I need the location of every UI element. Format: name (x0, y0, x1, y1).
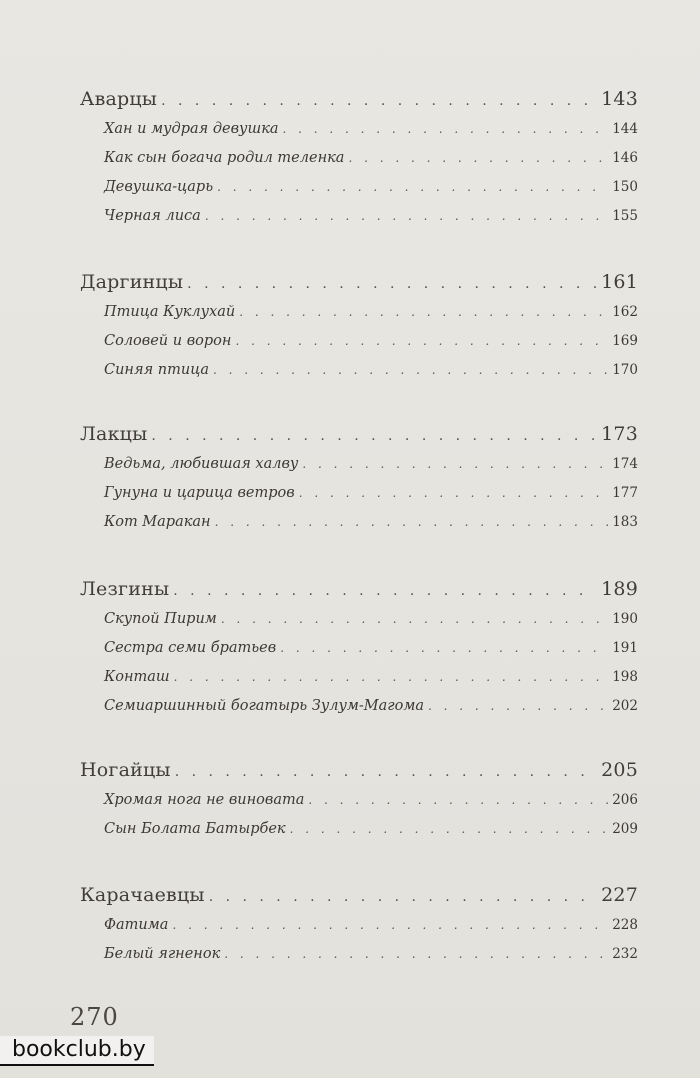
table-of-contents (80, 88, 638, 1005)
dot-leader (308, 793, 608, 807)
section-title: Ногайцы (80, 759, 171, 781)
toc-entry (80, 821, 638, 850)
toc-entry (80, 485, 638, 514)
dot-leader (224, 947, 608, 961)
entry-title: Белый ягненок (104, 946, 221, 962)
toc-section (80, 884, 638, 975)
toc-entry (80, 208, 638, 237)
section-title: Лакцы (80, 423, 148, 445)
toc-entry (80, 669, 638, 698)
entry-page-number: 228 (612, 917, 638, 933)
entry-page-number: 162 (612, 304, 638, 320)
toc-section (80, 423, 638, 543)
page-number: 270 (70, 1003, 119, 1031)
dot-leader (221, 612, 608, 626)
dot-leader (209, 889, 597, 905)
toc-entry (80, 121, 638, 150)
entry-page-number: 170 (612, 362, 638, 378)
toc-entry (80, 514, 638, 543)
entry-page-number: 174 (612, 456, 638, 472)
section-heading (80, 271, 638, 304)
entry-page-number: 150 (612, 179, 638, 195)
entry-title: Сын Болата Батырбек (104, 821, 286, 837)
entry-page-number: 202 (612, 698, 638, 714)
entry-page-number: 146 (612, 150, 638, 166)
dot-leader (161, 93, 597, 109)
section-heading (80, 884, 638, 917)
toc-entry (80, 698, 638, 727)
dot-leader (283, 122, 609, 136)
section-heading (80, 88, 638, 121)
entry-page-number: 155 (612, 208, 638, 224)
section-page-number: 143 (601, 88, 638, 110)
section-title: Аварцы (80, 88, 158, 110)
dot-leader (302, 457, 608, 471)
dot-leader (151, 428, 597, 444)
entry-title: Гунуна и царица ветров (104, 485, 295, 501)
entry-page-number: 169 (612, 333, 638, 349)
entry-title: Синяя птица (104, 362, 209, 378)
dot-leader (174, 670, 609, 684)
section-page-number: 173 (601, 423, 638, 445)
entry-page-number: 183 (612, 514, 638, 530)
entry-title: Хан и мудрая девушка (104, 121, 279, 137)
entry-title: Семиаршинный богатырь Зулум-Магома (104, 698, 425, 714)
entry-title: Птица Куклухай (104, 304, 236, 320)
section-heading (80, 759, 638, 792)
dot-leader (290, 822, 609, 836)
toc-entry (80, 792, 638, 821)
entry-page-number: 198 (612, 669, 638, 685)
section-title: Даргинцы (80, 271, 184, 293)
entry-title: Конташ (104, 669, 170, 685)
entry-page-number: 206 (612, 792, 638, 808)
toc-entry (80, 611, 638, 640)
entry-page-number: 144 (612, 121, 638, 137)
dot-leader (175, 764, 597, 780)
dot-leader (213, 363, 608, 377)
toc-entry (80, 179, 638, 208)
dot-leader (280, 641, 608, 655)
entry-page-number: 191 (612, 640, 638, 656)
entry-title: Девушка-царь (104, 179, 214, 195)
toc-entry (80, 640, 638, 669)
toc-entry (80, 946, 638, 975)
section-heading (80, 578, 638, 611)
dot-leader (172, 918, 608, 932)
toc-section (80, 271, 638, 391)
section-title: Лезгины (80, 578, 170, 600)
watermark: bookclub.by (0, 1036, 154, 1066)
entry-page-number: 209 (612, 821, 638, 837)
dot-leader (173, 583, 597, 599)
dot-leader (215, 515, 609, 529)
section-page-number: 205 (601, 759, 638, 781)
dot-leader (187, 276, 597, 292)
dot-leader (299, 486, 609, 500)
entry-page-number: 177 (612, 485, 638, 501)
entry-page-number: 190 (612, 611, 638, 627)
section-heading (80, 423, 638, 456)
dot-leader (348, 151, 608, 165)
toc-entry (80, 150, 638, 179)
entry-title: Как сын богача родил теленка (104, 150, 345, 166)
entry-title: Ведьма, любившая халву (104, 456, 299, 472)
toc-entry (80, 362, 638, 391)
toc-entry (80, 917, 638, 946)
dot-leader (217, 180, 608, 194)
entry-page-number: 232 (612, 946, 638, 962)
toc-section (80, 88, 638, 237)
section-page-number: 227 (601, 884, 638, 906)
section-page-number: 189 (601, 578, 638, 600)
entry-title: Сестра семи братьев (104, 640, 277, 656)
section-page-number: 161 (601, 271, 638, 293)
dot-leader (239, 305, 608, 319)
toc-entry (80, 333, 638, 362)
toc-section (80, 759, 638, 850)
entry-title: Хромая нога не виновата (104, 792, 305, 808)
entry-title: Соловей и ворон (104, 333, 232, 349)
toc-entry (80, 456, 638, 485)
dot-leader (235, 334, 608, 348)
section-title: Карачаевцы (80, 884, 205, 906)
toc-entry (80, 304, 638, 333)
dot-leader (205, 209, 608, 223)
entry-title: Черная лиса (104, 208, 201, 224)
entry-title: Фатима (104, 917, 169, 933)
entry-title: Кот Маракан (104, 514, 211, 530)
toc-section (80, 578, 638, 727)
dot-leader (428, 699, 608, 713)
entry-title: Скупой Пирим (104, 611, 217, 627)
